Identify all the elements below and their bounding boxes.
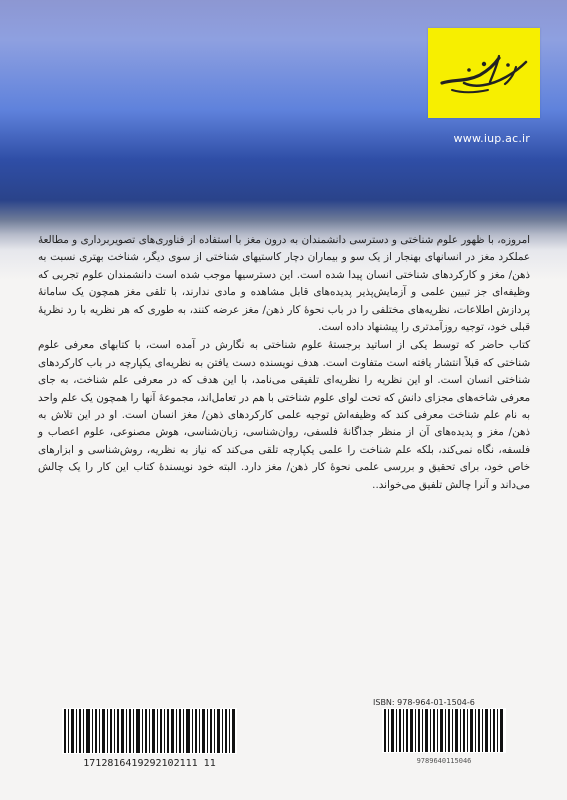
right-barcode-number: 9789640115046	[416, 757, 472, 765]
right-barcode	[382, 708, 506, 753]
publisher-logo-calligraphy-icon	[436, 46, 532, 100]
website-url[interactable]: www.iup.ac.ir	[453, 132, 530, 145]
left-barcode	[62, 708, 237, 754]
left-barcode-number: 1712816419292102111 11	[83, 758, 216, 769]
publisher-logo	[428, 28, 540, 118]
blurb-paragraph: امروزه، با ظهور علوم شناختی و دسترسی دانشمندان به درون مغز با استفاده از فناوری‌های تصویربرداری و مطالعهٔ عملکرد مغز در انسانهای بهنجار از یک سو و بیماران دچار کاستیهای شناختی از سوی دیگر، شناخت بهتری نسبت به ذهن/ مغز و کارکردهای شناختی انسان پیدا شده است. این دسترسیها موجب شده است دانشمندان علوم تجربی که وظیفه‌ای جز تبیین علمی و آزمایش‌پذیر پدیده‌های قابل مشاهده و مادی ندارند، با تلقی مغز همچون یک سامانهٔ پردازش اطلاعات، نظریه‌های مختلفی را در باب نحوهٔ کار ذهن/ مغز عرضه کنند، به طوری که هر نظریه با رد نظریهٔ قبلی خود، توجیه روزآمدتری را پیشنهاد داده است.	[38, 234, 530, 334]
blurb-text	[38, 232, 530, 494]
blurb-paragraph: کتاب حاضر که توسط یکی از اساتید برجستهٔ علوم شناختی به نگارش در آمده است، با کتابهای معرفی علوم شناختی که قبلاً انتشار یافته است متفاوت است. هدف نویسنده دست یافتن به نظریه‌ای یکپارچه در باب کارکردهای شناختی انسان است. او این نظریه را نظریه‌ای تلفیقی می‌نامد، با این هدف که در معرفی علم شناخت، به جای معرفی شاخه‌های مجزای دانش که تحت لوای علوم شناختی با هم در تعامل‌اند، مجموعهٔ آنها را همچون یک علم واحد به نام علم شناخت معرفی کند که وظیفه‌اش توجیه علمی کارکردهای ذهن/ مغز انسان است. او در این تلاش به ذهن/ مغز و پدیده‌های آن از منظر جداگانهٔ فلسفی، روان‌شناسی، زبان‌شناسی، هوش مصنوعی، علوم اعصاب و فلسفه، نگاه نمی‌کند، بلکه علم شناخت را علمی یکپارچه تلقی می‌کند که نیاز به نظریه، روش‌شناسی و ابزارهای خاص خود، برای تحقیق و بررسی علمی نحوهٔ کار ذهن/ مغز دارد. البته خود نویسندهٔ کتاب این کار را یک چالش می‌داند و آنرا چالش تلفیق می‌خواند..	[38, 339, 530, 491]
isbn-label: ISBN: 978-964-01-1504-6	[373, 698, 475, 707]
